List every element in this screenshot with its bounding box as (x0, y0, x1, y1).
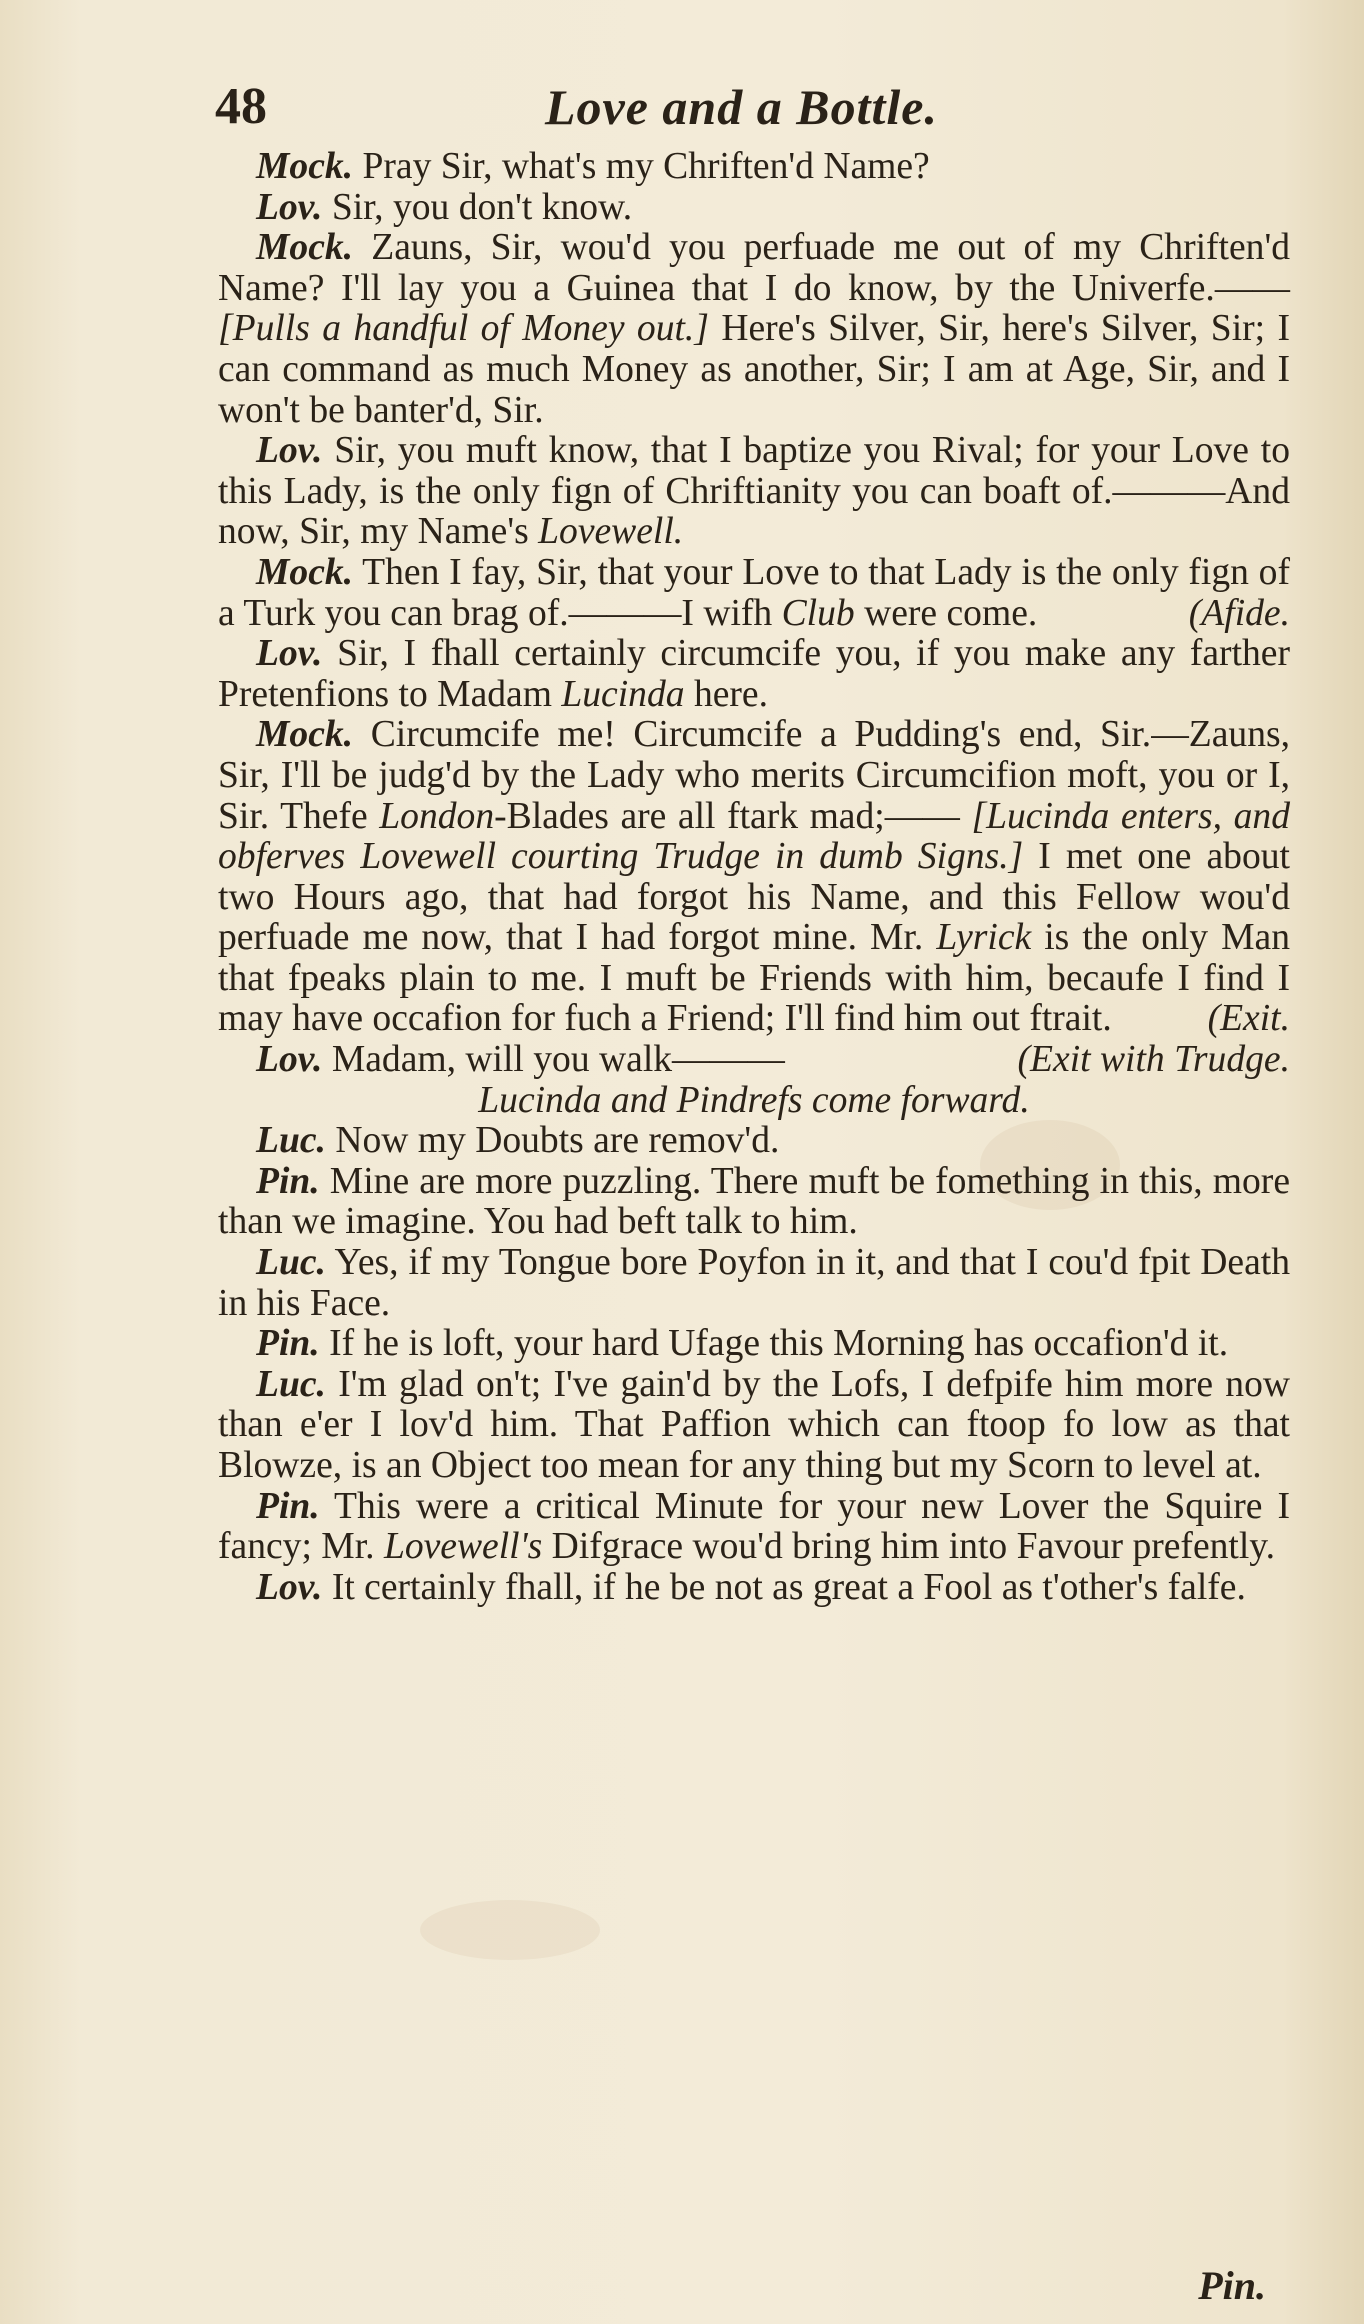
speech (218, 188, 1290, 229)
speech (218, 1365, 1290, 1487)
speech-text: here. (684, 673, 768, 715)
speech-text: Sir, you don't know. (322, 186, 633, 228)
speech-text: Then I fay, Sir, that your Love to that Lady is the only fign of a Turk you can brag of.———I wifh (218, 551, 1290, 634)
speaker: Lov. (256, 430, 323, 472)
speaker: Luc. (256, 1120, 326, 1162)
speaker: Mock. (256, 227, 354, 269)
speaker: Lov. (256, 1566, 323, 1608)
speech (218, 1568, 1290, 1609)
aside-direction: (Afide. (1188, 592, 1290, 634)
speech (218, 1243, 1290, 1324)
paper-stain (420, 1900, 600, 1960)
speech-text: Difgrace wou'd bring him into Favour prefently. (542, 1526, 1276, 1568)
speech-text: Circumcife me! Circumcife a Pudding's end, Sir.—Zauns, Sir, I'll be judg'd by the Lady who merits Circumcifion moft, you or I, Sir. Thefe (218, 714, 1290, 837)
exit-direction: (Exit with Trudge. (1017, 1039, 1290, 1081)
running-title: Love and a Bottle. (545, 79, 938, 135)
speech-text: I met one about two Hours ago, that had forgot his Name, and this Fellow wou'd perfuade me now, that I had forgot mine. Mr. (218, 836, 1290, 959)
speaker: Luc. (256, 1363, 326, 1405)
speech (218, 1324, 1290, 1365)
exit-direction: (Exit. (1207, 998, 1290, 1040)
speaker: Pin. (256, 1485, 320, 1527)
speaker: Mock. (256, 714, 354, 756)
speech-text: Sir, you muft know, that I baptize you Rival; for your Love to this Lady, is the only fign of Chriftianity you can boaft of.———And now, Sir, my Name's (218, 430, 1290, 553)
speech (218, 553, 1290, 634)
place-name: London (379, 795, 495, 837)
speaker: Lov. (256, 633, 323, 675)
stage-direction: [Pulls a handful of Money out.] (218, 308, 709, 350)
speech-text: Pray Sir, what's my Chriften'd Name? (353, 146, 930, 187)
speech-text: If he is loft, your hard Ufage this Morning has occafion'd it. (319, 1323, 1229, 1365)
speech-text: Yes, if my Tongue bore Poyfon in it, and that I cou'd fpit Death in his Face. (218, 1242, 1290, 1324)
speaker: Mock. (256, 146, 354, 187)
speech-text: Madam, will you walk——— (322, 1039, 785, 1081)
speaker: Lov. (256, 186, 323, 228)
speech-text: is the only Man that fpeaks plain to me. I muft be Friends with him, becaufe I find I may have occafion for fuch a Friend; I'll find him out ftrait. (218, 917, 1290, 1040)
speech-text: -Blades are all ftark mad;—— (494, 795, 960, 837)
page-header (215, 72, 1305, 142)
speech (218, 1121, 1290, 1162)
speech (218, 431, 1290, 553)
speech-text: Mine are more puzzling. There muft be fomething in this, more than we imagine. You had beft talk to him. (218, 1160, 1290, 1243)
page-number: 48 (215, 78, 267, 135)
speech (218, 634, 1290, 715)
speech-text: were come. (854, 592, 1038, 634)
speaker: Luc. (256, 1242, 326, 1284)
speech (218, 715, 1290, 1040)
character-name: Lucinda (561, 673, 685, 715)
character-name: Lovewell's (383, 1526, 543, 1568)
speech-text: Now my Doubts are remov'd. (325, 1120, 780, 1162)
speech-text: This were a critical Minute for your new Lover the Squire I fancy; Mr. (218, 1485, 1290, 1568)
speech-text: I'm glad on't; I've gain'd by the Lofs, I defpife him more now than e'er I lov'd him. That Paffion which can ftoop fo low as that Blowze, is an Object too mean for any thing but my Scorn to level at. (218, 1363, 1290, 1486)
speaker: Pin. (256, 1160, 320, 1202)
stage-direction: [Lucinda enters, and obferves Lovewell courting Trudge in dumb Signs.] (218, 795, 1290, 878)
speech (218, 1040, 1290, 1081)
character-name: Club (781, 592, 855, 634)
speech-text: Here's Silver, Sir, here's Silver, Sir; I can command as much Money as another, Sir; I am at Age, Sir, and I won't be banter'd, Sir. (218, 308, 1291, 431)
speaker: Mock. (256, 551, 354, 593)
speech-text: It certainly fhall, if he be not as great a Fool as t'other's falfe. (322, 1566, 1246, 1608)
catchword: Pin. (1198, 2263, 1266, 2308)
speech-text: Sir, I fhall certainly circumcife you, if you make any farther Pretenfions to Madam (218, 633, 1290, 715)
speech (218, 1162, 1290, 1243)
speech (218, 147, 1290, 188)
speech (218, 228, 1290, 431)
speech-text: Zauns, Sir, wou'd you perfuade me out of my Chriften'd Name? I'll lay you a Guinea that I do know, by the Univerfe.—— (218, 227, 1290, 309)
speaker: Pin. (256, 1323, 320, 1365)
speaker: Lov. (256, 1039, 323, 1081)
play-text (218, 147, 1290, 1608)
character-name: Lovewell. (538, 511, 684, 553)
speech (218, 1487, 1290, 1568)
character-name: Lyrick (936, 917, 1032, 959)
stage-direction: Lucinda and Pindrefs come forward. (478, 1079, 1030, 1121)
